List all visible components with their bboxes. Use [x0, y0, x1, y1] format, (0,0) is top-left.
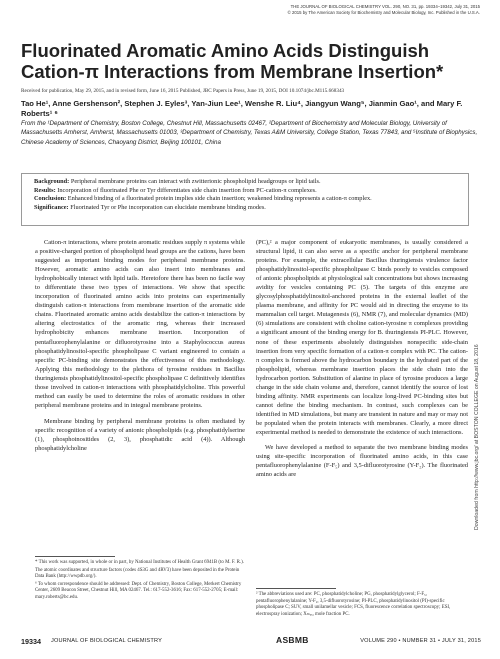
- body-paragraph-2: We have developed a method to separate the two membrane binding modes using site-specific incorporation of fluorinated amino acids, in this case pentafluorophenylalanine (F-F₅) and 3,5-difluorotyrosine (Y-F₂). The fluorinated amino acids are: [256, 444, 468, 479]
- intro-paragraph: Membrane binding by peripheral membrane proteins is often mediated by specific recognition of a variety of anionic phospholipids (e.g. phosphatidylserine (1), phosphoinositides (2, 3), phosphatidic acid (4)). Although phosphatidylcholine: [35, 417, 245, 453]
- running-head-line-2: © 2015 by The American Society for Biochemistry and Molecular Biology, Inc. Published in the U.S.A.: [287, 9, 480, 15]
- summary-results: Results: Incorporation of fluorinated Phe or Tyr differentiates side chain insertion from PC-cation-π complexes.: [34, 186, 317, 194]
- received-dates: Received for publication, May 29, 2015, and in revised form, June 16, 2015 Published, JBC Papers in Press, June 19, 2015, DOI 10.1074/jbc.M115.668343: [21, 88, 345, 94]
- page-footer: [21, 637, 481, 647]
- author-list: Tao He¹, Anne Gershenson², Stephen J. Eyles³, Yan-Jiun Lee¹, Wenshe R. Liu⁴, Jiangyun Wang⁵, Jianmin Gao¹, and Mary F. Roberts¹ ⁶: [21, 99, 463, 118]
- page-number: 19334: [21, 637, 41, 646]
- left-column: [35, 238, 245, 453]
- right-column: [256, 238, 468, 479]
- summary-background: Background: Peripheral membrane proteins can interact with zwitterionic phospholipid headgroups or lipid tails.: [34, 178, 321, 185]
- footnote-rule-right: [256, 588, 336, 589]
- abstract: Cation-π interactions, where protein aromatic residues supply π systems while a positive-charged portion of phospholipid head groups are the cations, have been suggested as important binding modes for peripheral membrane proteins. However, aromatic amino acids can also insert into membranes and hydrophobically interact with lipid tails. Heretofore there has been no facile way to differentiate these two types of interactions. We show that specific incorporation of fluorinated amino acids into proteins can experimentally distinguish cation-π interactions from membrane insertion of the aromatic side chains. Fluorinated aromatic amino acids destabilize the cation-π interactions by altering electrostatics of the aromatic ring, whereas their increased hydrophobicity enhances membrane insertion. Incorporation of pentafluorophenylalanine or difluorotyrosine into a Staphylococcus aureus phosphatidylinositol-specific phospholipase C variant engineered to contain a specific PC-binding site demonstrates the effectiveness of this methodology. Applying this methodology to the plethora of tyrosine residues in Bacillus thuringiensis phosphatidylinositol-specific phospholipase C definitively identifies those involved in cation-π interactions with phosphatidylcholine. This powerful method can easily be used to determine the roles of aromatic residues in other peripheral membrane proteins and in integral membrane proteins.: [35, 239, 245, 409]
- summary-box: [21, 173, 469, 226]
- left-footnotes: [35, 560, 245, 603]
- volume-info: VOLUME 290 • NUMBER 31 • JULY 31, 2015: [360, 637, 481, 644]
- footnote-rule-left: [35, 556, 115, 557]
- summary-significance: Significance: Fluorinated Tyr or Phe incorporation can elucidate membrane binding modes.: [34, 203, 266, 211]
- right-footnotes: [256, 592, 468, 619]
- footnote-pdb: The atomic coordinates and structure factors (codes 4S3G and 4RV3) have been deposited in the Protein Data Bank (http://wwpdb.org/).: [35, 567, 240, 580]
- asbmb-logo: ASBMB: [276, 635, 309, 645]
- affiliations: From the ¹Department of Chemistry, Boston College, Chestnut Hill, Massachusetts 02467, ²Department of Biochemistry and Molecular Biology, University of Massachusetts Amherst, Amherst, Massachusetts 01003, ³Department of Chemistry, Texas A&M University, College Station, Texas 77843, and ⁵Institute of Biophysics, Chinese Academy of Sciences, Chaoyang District, Beijing 100101, China: [21, 120, 478, 146]
- article-title: Fluorinated Aromatic Amino Acids Distinguish Cation-π Interactions from Membrane Insertion*: [21, 40, 444, 82]
- footnote-funding: * This work was supported, in whole or in part, by National Institutes of Health Grant 6941B (to M. F. R.).: [35, 560, 244, 565]
- body-paragraph-1: (PC),² a major component of eukaryotic membranes, is usually considered a structural lipid, it can also serve as a specific anchor for peripheral membrane proteins. For example, the extracellular Bacillus thuringiensis virulence factor phosphatidylinositol-specific phospholipase C binds poorly to vesicles composed of anionic phospholipids at physiological salt concentrations but shows increasing avidity for vesicles containing PC (5). The targets of this enzyme are glycosylphosphatidylinositol-anchored proteins in the external leaflet of the plasma membrane, and affinity for PC would aid in directing the enzyme to its mammalian cell target. Mutagenesis (6), NMR (7), and molecular dynamics (MD) (6) simulations are consistent with choline cation-tyrosine π complexes providing a significant amount of the binding energy for B. thuringiensis PI-PLC. However, none of these experiments absolutely distinguishes nonspecific side-chain insertion from very specific formation of a cation-π complex with PC. The cation-π complex is formed above the hydrocarbon boundary in the hydrated part of the phospholipid, whereas membrane insertion places the side chain into the hydrocarbon portion. Substitution of alanine in place of tyrosine produces a large change in the side chain volume and, therefore, cannot identify the source of lost binding affinity. NMR experiments can localize long-lived PC-binding sites but cannot define the binding mechanism. In contrast, such complexes can be identified in MD simulations, but many are transient in nature and may or may not be populated when the protein interacts with membranes. Clearly, a more direct experimental method is needed to demonstrate the existence of such interactions.: [256, 239, 468, 436]
- footnote-correspondence: ⁶ To whom correspondence should be addressed: Dept. of Chemistry, Boston College, Merkert Chemistry Center, 2609 Beacon Street, Chestnut Hill, MA 02467. Tel.: 617-552-3616; Fax: 617-552-2705; E-mail: mary.roberts@bc.edu.: [35, 581, 242, 600]
- footnote-abbreviations: ² The abbreviations used are: PC, phosphatidylcholine; PG, phosphatidylglycerol; F-F₅, pentafluorophenylalanine; Y-F₂, 3,5-difluorotyrosine; PI-PLC, phosphatidylinositol (PI)-specific phospholipase C; SUV, small unilamellar vesicle; FCS, fluorescence correlation spectroscopy; ESI, electrospray ionization; Xₘₐₓ, mole fraction PC.: [256, 592, 451, 617]
- running-head-line-1: THE JOURNAL OF BIOLOGICAL CHEMISTRY VOL. 290, NO. 31, pp. 19334–19342, July 31, 2015: [290, 4, 480, 9]
- running-head: [140, 4, 480, 15]
- summary-conclusion: Conclusion: Enhanced binding of a fluorinated protein implies side chain insertion; weakened binding represents a cation-π complex.: [34, 195, 372, 202]
- download-watermark: [474, 250, 486, 530]
- journal-name: JOURNAL OF BIOLOGICAL CHEMISTRY: [51, 637, 163, 644]
- download-watermark-text: Downloaded from http://www.jbc.org/ at BOSTON COLLEGE on August 18, 2016: [474, 344, 480, 530]
